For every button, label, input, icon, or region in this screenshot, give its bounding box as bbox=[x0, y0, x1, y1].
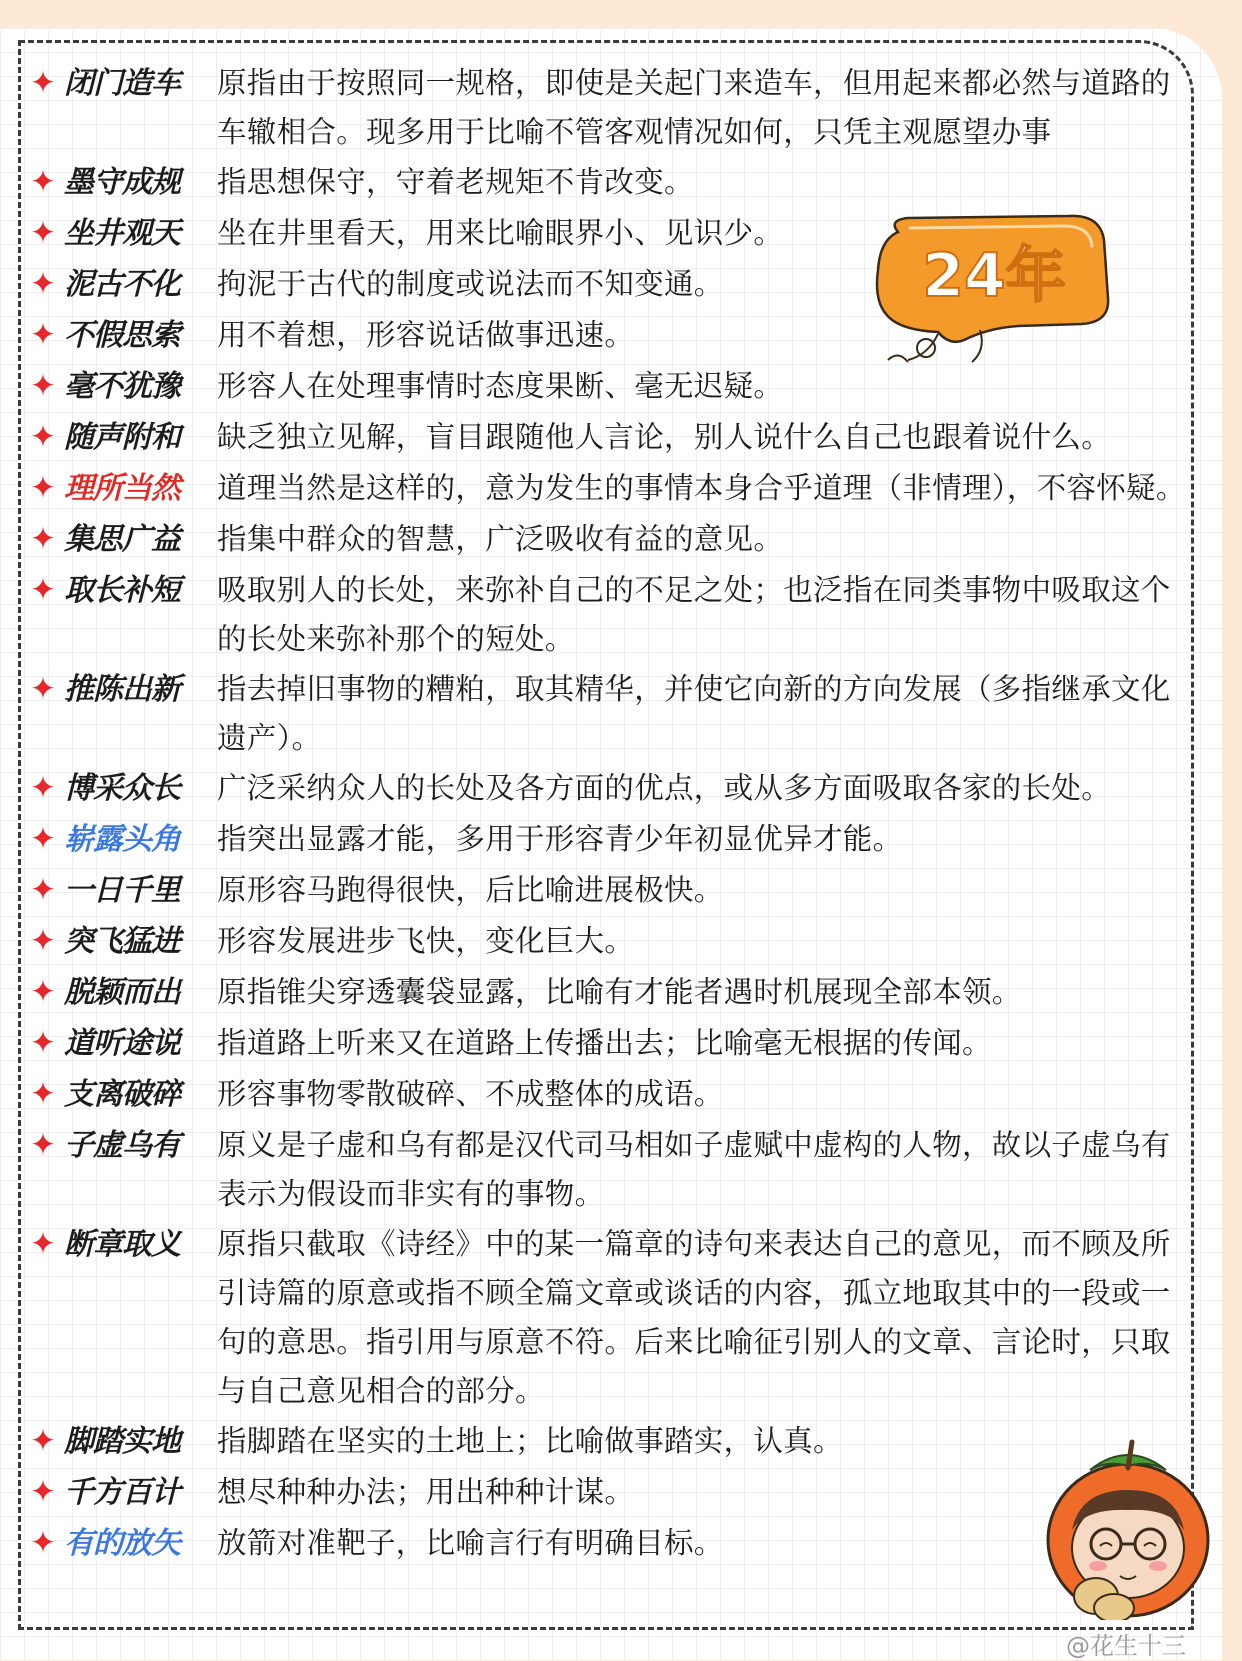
red-star-icon: ✦ bbox=[30, 1474, 56, 1510]
red-star-icon: ✦ bbox=[30, 923, 56, 959]
idiom-term: 突飞猛进 bbox=[64, 924, 180, 959]
red-star-icon: ✦ bbox=[30, 164, 56, 200]
idiom-entry bbox=[30, 1518, 1195, 1569]
red-star-icon: ✦ bbox=[30, 65, 56, 101]
idiom-term: 不假思索 bbox=[64, 318, 180, 353]
idiom-term: 坐井观天 bbox=[64, 216, 180, 251]
red-star-icon: ✦ bbox=[30, 974, 56, 1010]
idiom-entry bbox=[30, 763, 1195, 814]
idiom-entry bbox=[30, 1416, 1195, 1467]
idiom-definition: 吸取别人的长处，来弥补自己的不足之处；也泛指在同类事物中吸取这个的长处来弥补那个的短处。 bbox=[217, 573, 1171, 656]
idiom-entry bbox=[30, 1018, 1195, 1069]
red-star-icon: ✦ bbox=[30, 317, 56, 353]
idiom-definition: 原义是子虚和乌有都是汉代司马相如子虚赋中虚构的人物，故以子虚乌有表示为假设而非实有的事物。 bbox=[217, 1128, 1171, 1211]
idiom-entry bbox=[30, 58, 1195, 157]
idiom-definition: 指集中群众的智慧，广泛吸收有益的意见。 bbox=[217, 522, 784, 556]
idiom-term: 有的放矢 bbox=[64, 1526, 180, 1561]
idiom-term: 崭露头角 bbox=[64, 822, 180, 857]
idiom-entry bbox=[30, 565, 1195, 664]
idiom-term: 一日千里 bbox=[64, 873, 180, 908]
idiom-definition: 原指由于按照同一规格，即使是关起门来造车，但用起来都必然与道路的车辙相合。现多用于比喻不管客观情况如何，只凭主观愿望办事 bbox=[217, 66, 1171, 149]
idiom-definition: 指道路上听来又在道路上传播出去；比喻毫无根据的传闻。 bbox=[217, 1026, 992, 1060]
red-star-icon: ✦ bbox=[30, 368, 56, 404]
idiom-term: 闭门造车 bbox=[64, 66, 180, 101]
idiom-definition: 道理当然是这样的，意为发生的事情本身合乎道理（非情理），不容怀疑。 bbox=[217, 471, 1186, 505]
idiom-term: 取长补短 bbox=[64, 573, 180, 608]
idiom-definition: 指脚踏在坚实的土地上；比喻做事踏实，认真。 bbox=[217, 1424, 843, 1458]
idiom-term: 博采众长 bbox=[64, 771, 180, 806]
red-star-icon: ✦ bbox=[30, 1076, 56, 1112]
idiom-term: 子虚乌有 bbox=[64, 1128, 180, 1163]
idiom-term: 断章取义 bbox=[64, 1227, 180, 1262]
idiom-entry bbox=[30, 1467, 1195, 1518]
idiom-definition: 缺乏独立见解，盲目跟随他人言论，别人说什么自己也跟着说什么。 bbox=[217, 420, 1112, 454]
idiom-definition: 指去掉旧事物的糟粕，取其精华，并使它向新的方向发展（多指继承文化遗产）。 bbox=[217, 672, 1171, 755]
idiom-entry bbox=[30, 157, 1195, 208]
red-star-icon: ✦ bbox=[30, 1025, 56, 1061]
badge-text: 24年 bbox=[922, 241, 1066, 311]
idiom-term: 千方百计 bbox=[64, 1475, 180, 1510]
idiom-entry bbox=[30, 814, 1195, 865]
idiom-definition: 放箭对准靶子，比喻言行有明确目标。 bbox=[217, 1526, 724, 1560]
idiom-definition: 原指锥尖穿透囊袋显露，比喻有才能者遇时机展现全部本领。 bbox=[217, 975, 1022, 1009]
red-star-icon: ✦ bbox=[30, 521, 56, 557]
idiom-entry bbox=[30, 916, 1195, 967]
red-star-icon: ✦ bbox=[30, 770, 56, 806]
idiom-entry bbox=[30, 1069, 1195, 1120]
year-badge bbox=[868, 210, 1114, 380]
idiom-definition: 原指只截取《诗经》中的某一篇章的诗句来表达自己的意见，而不顾及所引诗篇的原意或指不顾全篇文章或谈话的内容，孤立地取其中的一段或一句的意思。指引用与原意不符。后来比喻征引别人的文章、言论时，只取与自己意见相合的部分。 bbox=[217, 1227, 1171, 1408]
red-star-icon: ✦ bbox=[30, 671, 56, 707]
idiom-entry bbox=[30, 1120, 1195, 1219]
idiom-term: 理所当然 bbox=[64, 471, 180, 506]
red-star-icon: ✦ bbox=[30, 266, 56, 302]
idiom-term: 墨守成规 bbox=[64, 165, 180, 200]
red-star-icon: ✦ bbox=[30, 821, 56, 857]
red-star-icon: ✦ bbox=[30, 419, 56, 455]
idiom-definition: 广泛采纳众人的长处及各方面的优点，或从多方面吸取各家的长处。 bbox=[217, 771, 1112, 805]
idiom-term: 道听途说 bbox=[64, 1026, 180, 1061]
idiom-entry bbox=[30, 967, 1195, 1018]
idiom-entry bbox=[30, 1219, 1195, 1416]
idiom-term: 随声附和 bbox=[64, 420, 180, 455]
idiom-entry bbox=[30, 412, 1195, 463]
persimmon-mascot-icon bbox=[1040, 1420, 1220, 1620]
red-star-icon: ✦ bbox=[30, 215, 56, 251]
idiom-term: 脱颖而出 bbox=[64, 975, 180, 1010]
idiom-definition: 想尽种种办法；用出种种计谋。 bbox=[217, 1475, 635, 1509]
idiom-term: 毫不犹豫 bbox=[64, 369, 180, 404]
red-star-icon: ✦ bbox=[30, 1127, 56, 1163]
idiom-definition: 指思想保守，守着老规矩不肯改变。 bbox=[217, 165, 694, 199]
red-star-icon: ✦ bbox=[30, 1226, 56, 1262]
idiom-definition: 形容发展进步飞快，变化巨大。 bbox=[217, 924, 635, 958]
red-star-icon: ✦ bbox=[30, 1525, 56, 1561]
idiom-term: 支离破碎 bbox=[64, 1077, 180, 1112]
idiom-entry bbox=[30, 514, 1195, 565]
idiom-term: 脚踏实地 bbox=[64, 1424, 180, 1459]
red-star-icon: ✦ bbox=[30, 470, 56, 506]
red-star-icon: ✦ bbox=[30, 872, 56, 908]
red-star-icon: ✦ bbox=[30, 1423, 56, 1459]
red-star-icon: ✦ bbox=[30, 572, 56, 608]
idiom-term: 推陈出新 bbox=[64, 672, 180, 707]
idiom-definition: 原形容马跑得很快，后比喻进展极快。 bbox=[217, 873, 724, 907]
idiom-entry bbox=[30, 463, 1195, 514]
idiom-entry bbox=[30, 865, 1195, 916]
idiom-entry bbox=[30, 664, 1195, 763]
idiom-definition: 指突出显露才能，多用于形容青少年初显优异才能。 bbox=[217, 822, 903, 856]
idiom-definition: 形容人在处理事情时态度果断、毫无迟疑。 bbox=[217, 369, 784, 403]
idiom-definition: 形容事物零散破碎、不成整体的成语。 bbox=[217, 1077, 724, 1111]
idiom-definition: 坐在井里看天，用来比喻眼界小、见识少。 bbox=[217, 216, 784, 250]
idiom-definition: 拘泥于古代的制度或说法而不知变通。 bbox=[217, 267, 724, 301]
idiom-term: 集思广益 bbox=[64, 522, 180, 557]
idiom-definition: 用不着想，形容说话做事迅速。 bbox=[217, 318, 635, 352]
idiom-term: 泥古不化 bbox=[64, 267, 180, 302]
watermark: @花生十三 bbox=[1066, 1632, 1186, 1660]
